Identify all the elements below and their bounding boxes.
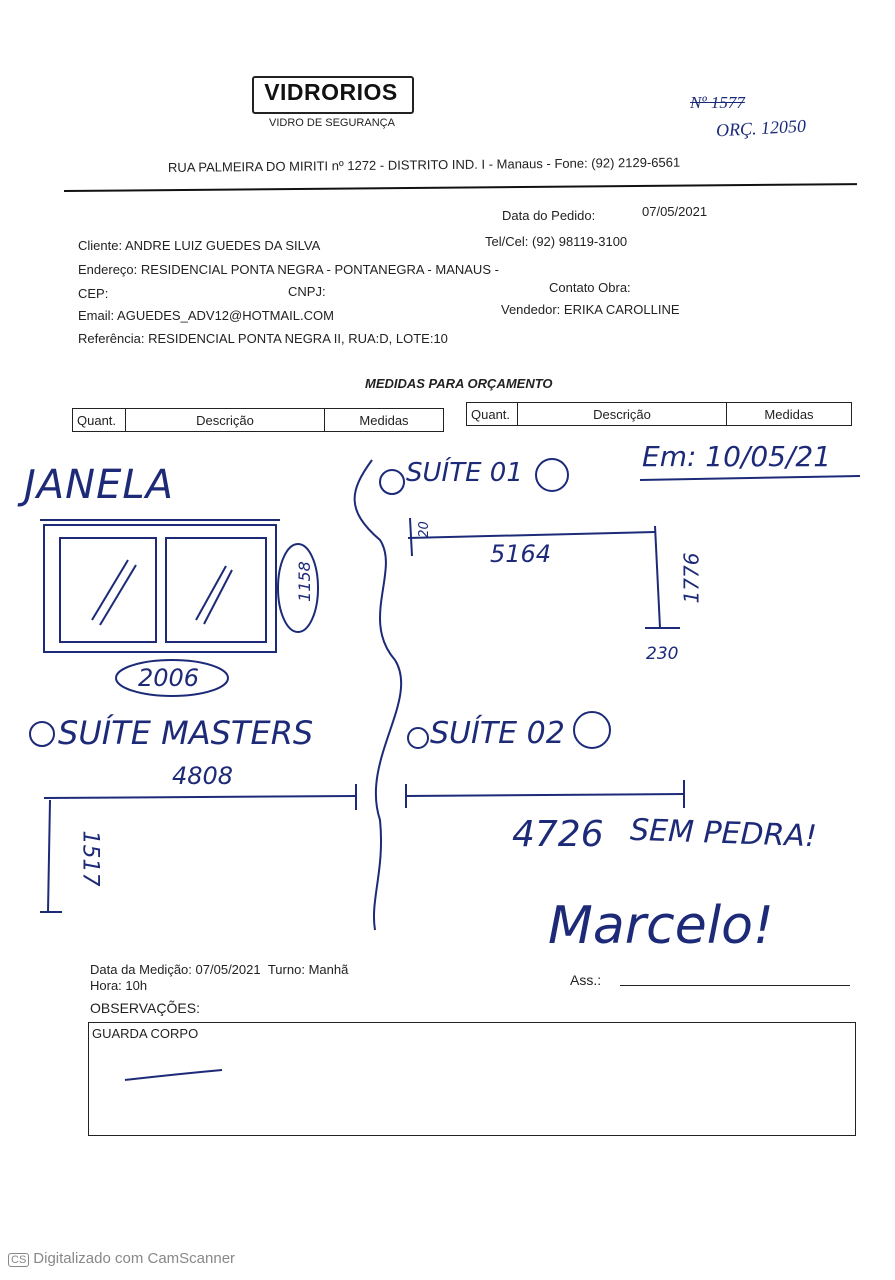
- col-descricao: Descrição: [518, 403, 727, 426]
- email-value: AGUEDES_ADV12@HOTMAIL.COM: [117, 308, 334, 323]
- hw-janela: JANELA: [24, 462, 175, 508]
- hw-suite01-230: 230: [646, 644, 679, 664]
- hw-suite01: SUÍTE 01: [406, 458, 523, 488]
- cnpj-label: CNPJ:: [288, 284, 326, 299]
- form-number: Nº 1577: [690, 93, 745, 112]
- address-value: RESIDENCIAL PONTA NEGRA - PONTANEGRA - MANAUS -: [140, 262, 499, 277]
- hw-janela-height: 1158: [294, 561, 314, 602]
- medicao-label: Data da Medição:: [90, 962, 192, 977]
- phone-value: (92) 98119-3100: [531, 234, 628, 249]
- seller-label: Vendedor:: [501, 302, 561, 317]
- hora-label: Hora:: [90, 978, 122, 993]
- hw-master-height: 1517: [77, 830, 103, 887]
- hw-suite02: SUÍTE 02: [430, 716, 565, 751]
- col-quant: Quant.: [467, 403, 518, 426]
- suite02-circle: [574, 712, 610, 748]
- hw-suite01-20: 20: [416, 521, 432, 538]
- medicao-field: [90, 962, 348, 977]
- hw-em-date: Em: 10/05/21: [642, 440, 832, 473]
- reference-label: Referência:: [78, 331, 145, 346]
- window-pane-right: [166, 538, 266, 642]
- window-frame: [44, 525, 276, 652]
- client-label: Cliente:: [78, 238, 123, 253]
- hora-field: [90, 978, 147, 993]
- window-pane-left: [60, 538, 156, 642]
- seller-value: ERIKA CAROLLINE: [563, 302, 680, 317]
- client-value: ANDRE LUIZ GUEDES DA SILVA: [124, 238, 321, 253]
- col-descricao: Descrição: [126, 409, 325, 432]
- cep-label: CEP:: [78, 286, 109, 301]
- hw-janela-width: 2006: [138, 664, 200, 692]
- quote-number: ORÇ. 12050: [715, 115, 807, 141]
- company-logo: VIDRORIOS: [264, 79, 398, 105]
- suite01-circle: [536, 459, 568, 491]
- observations-label: OBSERVAÇÕES:: [90, 1000, 200, 1016]
- phone-label: Tel/Cel:: [485, 234, 529, 249]
- scanner-text: Digitalizado com CamScanner: [33, 1250, 236, 1267]
- camscanner-icon: CS: [8, 1253, 29, 1267]
- hw-suite01-width: 5164: [490, 540, 552, 568]
- hw-suite01-height: 1776: [679, 552, 704, 604]
- signature-label: Ass.:: [570, 972, 602, 988]
- col-quant: Quant.: [73, 409, 126, 432]
- turno-label: Turno:: [267, 962, 305, 977]
- company-address: RUA PALMEIRA DO MIRITI nº 1272 - DISTRITO IND. I - Manaus - Fone: (92) 2129-6561: [167, 154, 681, 175]
- divider-line: [355, 460, 402, 930]
- company-tagline: VIDRO DE SEGURANÇA: [269, 117, 395, 129]
- medicao-value: 07/05/2021: [195, 962, 261, 977]
- order-date-label: Data do Pedido:: [502, 208, 596, 223]
- hw-suite02-width: 4726: [512, 814, 604, 855]
- contact-label: Contato Obra:: [549, 280, 631, 295]
- observations-box: [88, 1022, 856, 1136]
- reference-value: RESIDENCIAL PONTA NEGRA II, RUA:D, LOTE:10: [148, 331, 448, 346]
- email-label: Email:: [78, 308, 115, 323]
- address-label: Endereço:: [78, 262, 138, 277]
- hw-sem-pedra: SEM PEDRA!: [629, 812, 818, 855]
- hw-suite-master: SUÍTE MASTERS: [58, 714, 314, 752]
- hora-value: 10h: [125, 978, 148, 993]
- observations-value: GUARDA CORPO: [92, 1026, 199, 1041]
- hw-signature: Marcelo!: [548, 896, 774, 956]
- col-medidas: Medidas: [325, 409, 444, 432]
- col-medidas: Medidas: [727, 403, 852, 426]
- hw-master-width: 4808: [172, 762, 234, 790]
- signature-line: [620, 985, 850, 986]
- turno-value: Manhã: [308, 962, 349, 977]
- order-date-value: 07/05/2021: [642, 204, 708, 219]
- measures-title: MEDIDAS PARA ORÇAMENTO: [365, 376, 553, 391]
- scanner-watermark: [8, 1250, 235, 1267]
